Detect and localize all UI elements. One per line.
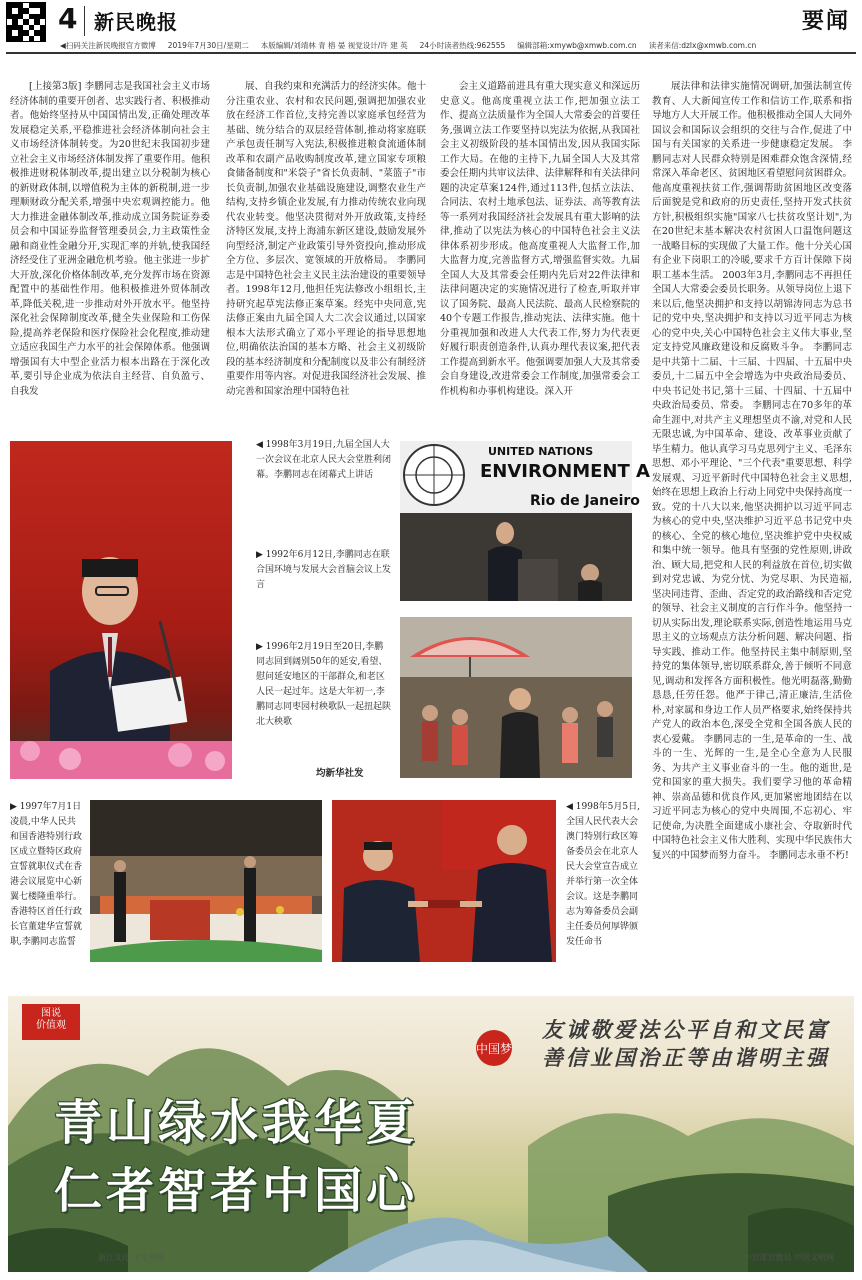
caption-photo2: ▶ 1992年6月12日,李鹏同志在联合国环境与发展大会首脑会议上发言 bbox=[256, 550, 392, 590]
photo-npc-closing-speech bbox=[10, 441, 232, 779]
china-dream-seal: 中国梦 bbox=[476, 1030, 512, 1066]
banner-title-line2: 仁者智者中国心 bbox=[54, 1163, 419, 1219]
hk-ceremony-illustration bbox=[90, 800, 322, 962]
reader-email: 读者来信:dzlx@xmwb.com.cn bbox=[648, 41, 757, 50]
photo-yanan-yangge bbox=[400, 617, 632, 778]
banner-foot-right: 中宣部宣教局 中国文明网 bbox=[743, 1253, 834, 1262]
speech-figure-illustration bbox=[10, 441, 232, 779]
hotline: 24小时读者热线:962555 bbox=[419, 41, 506, 50]
page-number: 4 bbox=[58, 2, 78, 35]
paper-name: 新民晚报 bbox=[94, 10, 178, 34]
caption-photo3: ▶ 1996年2月19日至20日,李鹏同志回到阔别50年的延安,看望、慰问延安地区的干部群众,和老区人民一起过年。这是大年初一,李鹏同志同枣园村秧歌队一起扭起陕北大秧歌 bbox=[256, 642, 392, 727]
macau-handshake-illustration bbox=[332, 800, 556, 962]
editors: 本版编辑/刘靖林 青 榕 晏 视觉设计/许 建 英 bbox=[260, 41, 408, 50]
caption-photo4: ▶ 1997年7月1日凌晨,中华人民共和国香港特别行政区成立暨特区政府宣誓就职仪式在香港会议展览中心新翼七楼隆重举行。香港特区首任行政长官董建华宣誓就职,李鹏同志监誓 bbox=[10, 802, 83, 947]
header-rule bbox=[6, 52, 856, 54]
rio-sign-line1: UNITED NATIONS bbox=[488, 445, 594, 458]
rio-sign-line3: Rio de Janeiro bbox=[530, 493, 640, 509]
banner-foot-left: 浙江文化·主文明路 bbox=[98, 1253, 165, 1262]
photo-rio-conference bbox=[400, 441, 650, 601]
yanan-crowd-illustration bbox=[400, 617, 632, 778]
section-name: 要闻 bbox=[801, 8, 850, 34]
caption-photo5: ◀ 1998年5月5日,全国人民代表大会澳门特别行政区筹备委员会在北京人民大会堂宣告成立并举行第一次全体会议。这是李鹏同志为筹备委员会副主任委员何厚铧颁发任命书 bbox=[566, 802, 640, 947]
page-header bbox=[0, 0, 862, 52]
banner-title-line1: 青山绿水我华夏 bbox=[54, 1095, 419, 1151]
banner-tag: 图说 价值观 bbox=[22, 1004, 80, 1040]
photo-hk-handover bbox=[90, 800, 322, 962]
issue-date: 2019年7月30日/星期二 bbox=[167, 41, 249, 50]
caption-photo1: ◀ 1998年3月19日,九届全国人大一次会议在北京人民大会堂胜利闭幕。李鹏同志在闭幕式上讲话 bbox=[256, 440, 392, 480]
article-column-4: 展法律和法律实施情况调研,加强法制宣传教育、人大新闻宣传工作和信访工作,联系和指导地方人大开展工作。他积极推动全国人大同外国议会和国际议会组织的交往与合作,促进了中国与有关国家的关系进一步健康稳定发展。 李鹏同志对人民群众特别是困难群众饱含深情,经常深入革命老区、贫困地区看望慰问贫困群众。他高度重视扶贫工作,强调帮助贫困地区改变落后面貌是党和政府的历史责任,坚持开发式扶贫方针,积极组织实施"国家八七扶贫攻坚计划",为在20世纪末基本解决农村贫困人口温饱问题这一战略目标的实现做了大量工作。他十分关心国有企业下岗职工的冷暖,要求千方百计保障下岗职工基本生活。 2003年3月,李鹏同志不再担任全国人大常委会委员长职务。从领导岗位上退下来以后,他坚决拥护和支持以胡锦涛同志为总书记的党中央,坚决拥护和支持以习近平同志为核心的党中央,关心中国特色社会主义伟大事业,坚定支持党风廉政建设和反腐败斗争。 李鹏同志是中共第十二届、十三届、十四届、十五届中央委员,十二届五中全会增选为中央政治局委员、中央书记处书记,第十三届、十四届、十五届中央政治局委员、常委。 李鹏同志在70多年的革命生涯中,对共产主义理想坚贞不渝,对党和人民无限忠诚,为中国革命、建设、改革事业贡献了毕生精力。他认真学习马克思列宁主义、毛泽东思想、邓小平理论、"三个代表"重要思想、科学发展观、习近平新时代中国特色社会主义思想,始终在思想上政治上行动上同党中央保持高度一致。党的十八大以来,他坚决拥护以习近平同志为核心的党中央,坚决维护习近平总书记党中央的核心、全党的核心地位,坚决维护党中央权威和集中统一领导。他具有坚强的党性原则,讲政治、顾大局,把党和人民的利益放在首位,切实做到对党忠诚、为党分忧、为党尽职、为民造福,坚决同违背、歪曲、否定党的政治路线和否定党的领导、社会主义制度的言行作斗争。他坚持一切从实际出发,理论联系实际,创造性地运用马克思主义的立场观点方法分析问题、解决问题、指导实践、推动工作。他坚持民主集中制原则,坚持党的集体领导,密切联系群众,善于倾听不同意见,调动和发挥各方面积极性。他光明磊落,勤勤恳恳,任劳任怨。他严于律己,清正廉洁,生活俭朴,对家属和身边工作人员严格要求,始终保持共产党人的政治本色,深受全党和全国各族人民的衷心爱戴。 李鹏同志的一生,是革命的一生、战斗的一生、光辉的一生,是全心全意为人民服务、为共产主义事业奋斗的一生。他的逝世,是党和国家的重大损失。我们要学习他的革命精神、崇高品德和优良作风,更加紧密地团结在以习近平同志为核心的党中央周围,不忘初心、牢记使命,为决胜全面建成小康社会、夺取新时代中国特色社会主义伟大胜利、实现中华民族伟大复兴的中国梦而努力奋斗。 李鹏同志永垂不朽! bbox=[652, 81, 852, 861]
rio-sign-line2: ENVIRONMENT A bbox=[480, 461, 650, 482]
rio-backdrop-illustration bbox=[400, 441, 650, 601]
values-line-1: 友诚敬爱法公平自和文民富 bbox=[542, 1017, 830, 1042]
editor-email: 编辑部箱:xmywb@xmwb.com.cn bbox=[517, 41, 637, 50]
qr-code-icon[interactable] bbox=[6, 2, 46, 42]
photo-macau-appointment bbox=[332, 800, 556, 962]
header-info-line bbox=[60, 40, 855, 51]
values-line-2: 善信业国治正等由谐明主强 bbox=[542, 1045, 830, 1070]
article-column-3: 会主义道路前进具有重大现实意义和深远历史意义。他高度重视立法工作,把加强立法工作、提高立法质量作为全国人大常委会的首要任务,强调立法工作要坚持以宪法为依据,从我国社会主义初级阶段的基本国情出发,因从我国实际工作大局。在他的主持下,九届全国人大及其常委会任期内共审议法律、法律解释和有关法律问题的决定草案124件,通过113件,包括立法法、合同法、农村土地承包法、证券法、高等教育法等一系列对我国经济社会发展具有重大影响的法律,推动了以宪法为核心的中国特色社会主义法律体系初步形成。他高度重视人大监督工作,加大监督力度,完善监督方式,增强监督实效。九届全国人大及其常委会任期内先后对22件法律和法律问题决定的实施情况进行了检查,听取并审议了国务院、最高人民法院、最高人民检察院的40个专题工作报告,推动宪法、法律实施。他十分重视加强和改进人大代表工作,努力为代表更好履行职责创造条件,认真办理代表议案,把代表工作提高到新水平。他强调要加强人大及其常委会自身建设,改进常委会工作制度,加强常委会工作机构和办事机构建设。深入开 bbox=[440, 81, 640, 397]
photo-credit: 均新华社发 bbox=[316, 768, 364, 779]
values-banner bbox=[8, 996, 854, 1272]
scan-note: ◀扫码关注新民晚报官方微博 bbox=[60, 41, 156, 50]
article-column-1: [上接第3版] 李鹏同志是我国社会主义市场经济体制的重要开创者、忠实践行者、积极推动者。他始终坚持从中国国情出发,正确处理改革发展稳定关系,平稳推进社会经济体制向社会主义市场经济体制转变。为20世纪末我国初步建立社会主义市场经济体制发挥了重要作用。他积极推进财税体制改革,提出建立以分税制为核心的新财政体制,以增值税为主体的新税制,进一步理顺财政分配关系,增强中央宏观调控能力。他大力推进金融体制改革,推动成立国务院证券委员会和中国证券监督管理委员会,力主政策性金融和商业性金融分开,实现汇率的并轨,使我国经济经受住了亚洲金融危机考验。他主张进一步扩大开放,深化价格体制改革,充分发挥市场在资源配置中的基础性作用。他积极推进外贸体制改革,降低关税,进一步推动对外开放水平。他坚持深化社会保障制度改革,健全失业保险和工伤保险,提高养老保险和医疗保险社会化程度,推动建立适应我国生产力水平的社会保障体系。他强调增强国有大中型企业活力根本出路在于深化改革,要引导企业成为依法自主经营、自负盈亏、自我发 bbox=[10, 81, 210, 397]
article-column-2: 展、自我约束和充满活力的经济实体。他十分注重农业、农村和农民问题,强调把加强农业放在经济工作首位,支持完善以家庭承包经营为基础、统分结合的双层经营体制,推动将家庭联产承包责任制写入宪法,积极推进粮食流通体制改革和农副产品收购制度改革,建立国家专项粮食储备制度和"米袋子"省长负责制、"菜篮子"市长负责制,加强农业基础设施建设,调整农业生产结构,支持乡镇企业发展,有力推动传统农业向现代农业转变。他坚决贯彻对外开放政策,支持经济特区发展,支持上海浦东新区建设,鼓励发展外向型经济,制定产业政策引导外资投向,推动形成全方位、多层次、宽领域的开放格局。 李鹏同志是中国特色社会主义民主法治建设的重要领导者。1998年12月,他担任宪法修改小组组长,主持研究起草宪法修正案草案。经宪中央同意,宪法修正案由九届全国人大二次会议通过,以国家根本大法形式确立了邓小平理论的指导思想地位,明确依法治国的基本方略、社会主义初级阶段的基本经济制度和分配制度以及非公有制经济重要作用等内容。对促进我国经济社会发展、推动完善和国家治理中国特色社 bbox=[226, 81, 426, 397]
header-divider bbox=[84, 6, 85, 36]
